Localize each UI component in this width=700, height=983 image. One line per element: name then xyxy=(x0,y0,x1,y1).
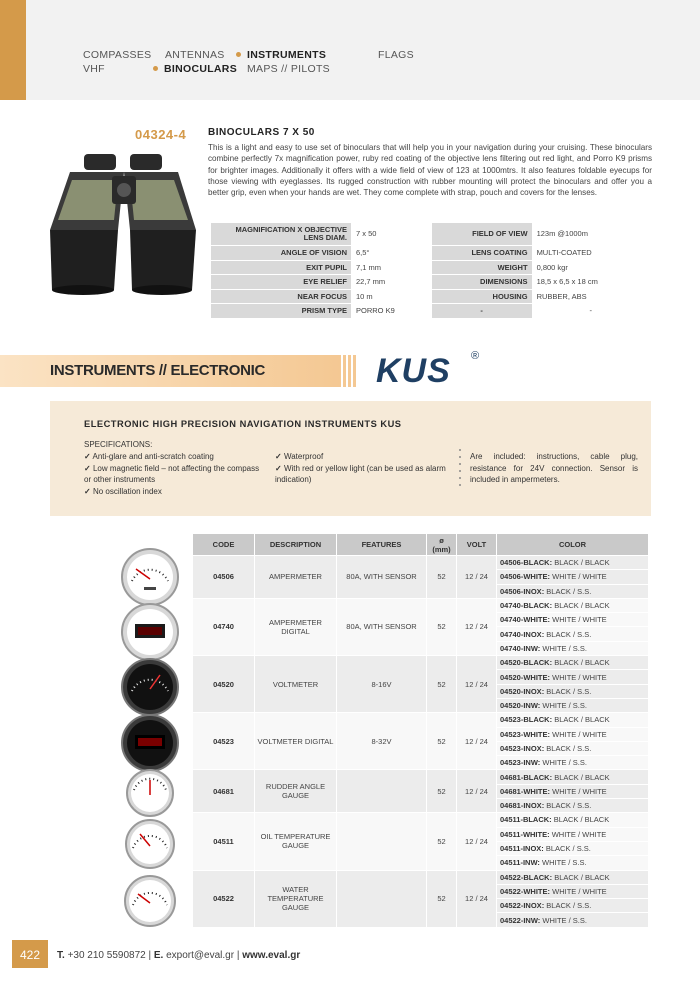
table-header-row xyxy=(193,534,649,556)
color-code: 04522-INW: xyxy=(500,915,541,925)
color-code: 04740-INOX: xyxy=(500,629,545,639)
spec-label: MAGNIFICATION X OBJECTIVE LENS DIAM. xyxy=(211,223,351,245)
color-value: BLACK / S.S. xyxy=(546,744,592,753)
cell-features: 80A, WITH SENSOR xyxy=(337,598,427,655)
spec-label: PRISM TYPE xyxy=(211,304,351,318)
table-row xyxy=(193,813,649,827)
cell-color xyxy=(497,613,649,627)
check-icon: ✓ xyxy=(84,487,91,497)
table-row xyxy=(193,870,649,884)
cell-diameter: 52 xyxy=(427,656,457,713)
product-code: 04324-4 xyxy=(135,127,187,142)
kus-logo: KUS xyxy=(376,352,451,390)
voltmeter-gauge-image xyxy=(120,657,180,717)
spec-row xyxy=(211,223,649,245)
spec-value: 7 x 50 xyxy=(352,223,431,245)
color-value: BLACK / BLACK xyxy=(554,872,610,882)
nav-binoculars[interactable] xyxy=(153,63,237,75)
spec-row xyxy=(211,290,649,304)
cell-description: AMPERMETER xyxy=(255,556,337,599)
spec-column-1 xyxy=(84,451,264,498)
cell-description: VOLTMETER DIGITAL xyxy=(255,713,337,770)
nav-antennas[interactable]: ANTENNAS xyxy=(165,49,225,61)
cell-color xyxy=(497,627,649,641)
cell-code: 04520 xyxy=(193,656,255,713)
color-code: 04520-INOX: xyxy=(500,686,545,696)
cell-diameter: 52 xyxy=(427,556,457,599)
color-value: WHITE / WHITE xyxy=(552,729,607,739)
cell-diameter: 52 xyxy=(427,870,457,927)
cell-description: AMPERMETER DIGITAL xyxy=(255,598,337,655)
cell-features xyxy=(337,813,427,870)
spec-text: No oscillation index xyxy=(92,487,162,497)
color-code: 04506-BLACK: xyxy=(500,558,553,568)
color-code: 04520-INW: xyxy=(500,701,541,711)
color-code: 04506-WHITE: xyxy=(500,572,551,582)
color-value: WHITE / S.S. xyxy=(542,915,587,925)
cell-color xyxy=(497,656,649,670)
color-value: WHITE / WHITE xyxy=(552,886,607,896)
website-link[interactable]: www.eval.gr xyxy=(242,950,301,961)
color-code: 04681-BLACK: xyxy=(500,772,553,782)
spec-row xyxy=(211,275,649,289)
spec-value: MULTI-COATED xyxy=(533,246,649,260)
voltmeter-digital-image xyxy=(120,713,180,773)
page-number: 422 xyxy=(19,948,41,962)
spec-text: Waterproof xyxy=(283,452,324,461)
cell-color xyxy=(497,556,649,570)
spec-item xyxy=(275,451,455,463)
color-value: BLACK / BLACK xyxy=(554,715,610,725)
nav-flags[interactable]: FLAGS xyxy=(378,49,414,61)
cell-volt: 12 / 24 xyxy=(457,656,497,713)
cell-features: 8-32V xyxy=(337,713,427,770)
cell-volt: 12 / 24 xyxy=(457,713,497,770)
cell-volt: 12 / 24 xyxy=(457,813,497,870)
spec-label: EXIT PUPIL xyxy=(211,261,351,275)
spec-value: 7,1 mm xyxy=(352,261,431,275)
cell-features: 80A, WITH SENSOR xyxy=(337,556,427,599)
table-row xyxy=(193,656,649,670)
cell-code: 04522 xyxy=(193,870,255,927)
specifications-label: SPECIFICATIONS: xyxy=(84,440,153,449)
color-code: 04520-WHITE: xyxy=(500,672,551,682)
color-value: BLACK / S.S. xyxy=(546,686,592,696)
cell-color xyxy=(497,598,649,612)
color-code: 04520-BLACK: xyxy=(500,658,553,668)
spec-value: PORRO K9 xyxy=(352,304,431,318)
color-code: 04522-INOX: xyxy=(500,901,545,911)
spec-label: DIMENSIONS xyxy=(432,275,532,289)
cell-code: 04511 xyxy=(193,813,255,870)
color-code: 04522-BLACK: xyxy=(500,872,553,882)
spec-label: - xyxy=(432,304,532,318)
nav-compasses[interactable]: COMPASSES xyxy=(83,49,152,61)
spec-value: 123m @1000m xyxy=(533,223,649,245)
color-value: BLACK / S.S. xyxy=(546,629,592,639)
cell-color xyxy=(497,756,649,770)
divider-dots xyxy=(459,449,463,491)
spec-label: HOUSING xyxy=(432,290,532,304)
cell-color xyxy=(497,884,649,898)
spec-text: Low magnetic field – not affecting the compass or other instruments xyxy=(84,463,260,485)
table-row xyxy=(193,556,649,570)
email-label: E. xyxy=(153,950,164,961)
spec-value: - xyxy=(533,304,649,318)
col-header-color: COLOR xyxy=(497,534,649,556)
table-row xyxy=(193,713,649,727)
col-header-description: DESCRIPTION xyxy=(255,534,337,556)
col-header-code: CODE xyxy=(193,534,255,556)
color-value: WHITE / WHITE xyxy=(552,572,607,582)
check-icon: ✓ xyxy=(84,463,91,473)
color-value: WHITE / WHITE xyxy=(551,829,607,839)
separator: | xyxy=(148,950,152,961)
table-row xyxy=(193,598,649,612)
email-link[interactable]: export@eval.gr xyxy=(166,950,235,961)
color-value: BLACK / S.S. xyxy=(546,901,592,911)
banner-stripe xyxy=(348,355,351,387)
nav-maps-pilots[interactable]: MAPS // PILOTS xyxy=(247,63,330,75)
cell-color xyxy=(497,856,649,870)
cell-features xyxy=(337,870,427,927)
color-code: 04523-BLACK: xyxy=(500,715,553,725)
nav-vhf[interactable]: VHF xyxy=(83,63,105,75)
binoculars-image xyxy=(42,150,202,300)
cell-color xyxy=(497,670,649,684)
nav-binoculars-label: BINOCULARS xyxy=(164,63,237,75)
cell-color xyxy=(497,741,649,755)
color-code: 04523-INW: xyxy=(500,758,541,768)
phone-label: T. xyxy=(57,950,65,961)
binocular-spec-table xyxy=(210,222,650,319)
cell-code: 04681 xyxy=(193,770,255,813)
cell-features: 8-16V xyxy=(337,656,427,713)
nav-instruments[interactable] xyxy=(236,49,326,61)
spec-item xyxy=(275,463,455,486)
cell-color xyxy=(497,713,649,727)
water-temperature-gauge-image xyxy=(120,874,180,928)
cell-color xyxy=(497,698,649,712)
cell-diameter: 52 xyxy=(427,598,457,655)
check-icon: ✓ xyxy=(275,452,282,461)
cell-color xyxy=(497,899,649,913)
spec-text: With red or yellow light (can be used as alarm indication) xyxy=(275,463,446,485)
color-code: 04740-INW: xyxy=(500,643,541,653)
info-title: ELECTRONIC HIGH PRECISION NAVIGATION INSTRUMENTS KUS xyxy=(84,419,402,429)
footer-contact xyxy=(57,950,300,961)
check-icon: ✓ xyxy=(84,452,91,461)
spec-value: RUBBER, ABS xyxy=(533,290,649,304)
spec-value: 0,800 kgr xyxy=(533,261,649,275)
cell-color xyxy=(497,784,649,798)
product-title: BINOCULARS 7 X 50 xyxy=(208,127,315,138)
oil-temperature-gauge-image xyxy=(120,818,180,870)
spec-label: WEIGHT xyxy=(432,261,532,275)
color-code: 04511-WHITE: xyxy=(500,829,550,839)
color-value: BLACK / S.S. xyxy=(546,586,592,596)
product-description: This is a light and easy to use set of binoculars that will help you in your navigation during your cruising. These binoculars combine perfectly 7x magnification power, ruby red coating of the objective lens filtering out red light, and Porro K9 prisms for brighter images. Additionally it offers with a wide field of view of 123 at 1000mtrs. It also features foldable eyecups for those viewing with eyeglasses. Its rugged construction with rubber mounting will protect the binoculars and offer you a better grip, even when your hands are wet. They come complete with strap, pouch and covers for the lenses. xyxy=(208,143,652,198)
color-code: 04740-WHITE: xyxy=(500,615,551,625)
color-value: BLACK / BLACK xyxy=(554,772,610,782)
spec-column-3: Are included: instructions, cable plug, resistance for 24V connection. Sensor is included in ampermeters. xyxy=(470,452,638,485)
cell-color xyxy=(497,799,649,813)
spec-row xyxy=(211,304,649,318)
cell-color xyxy=(497,841,649,855)
color-code: 04511-INW: xyxy=(500,858,540,868)
color-code: 04523-WHITE: xyxy=(500,729,551,739)
active-dot-icon xyxy=(236,52,241,57)
cell-volt: 12 / 24 xyxy=(457,556,497,599)
rudder-angle-gauge-image xyxy=(120,768,180,818)
cell-description: WATER TEMPERATURE GAUGE xyxy=(255,870,337,927)
color-value: BLACK / S.S. xyxy=(545,844,591,854)
cell-color xyxy=(497,813,649,827)
cell-color xyxy=(497,641,649,655)
ampermeter-digital-image xyxy=(120,602,180,662)
color-value: WHITE / S.S. xyxy=(542,643,587,653)
color-value: WHITE / WHITE xyxy=(552,672,607,682)
cell-color xyxy=(497,827,649,841)
color-value: WHITE / S.S. xyxy=(542,758,587,768)
table-row xyxy=(193,770,649,784)
spec-column-2 xyxy=(275,451,455,486)
spec-value: 18,5 x 6,5 x 18 cm xyxy=(533,275,649,289)
banner-stripe xyxy=(338,355,341,387)
spec-item xyxy=(84,451,264,463)
spec-value: 22,7 mm xyxy=(352,275,431,289)
banner-stripe xyxy=(353,355,356,387)
diameter-unit: (mm) xyxy=(432,544,451,554)
cell-color xyxy=(497,727,649,741)
col-header-features: FEATURES xyxy=(337,534,427,556)
spec-label: ANGLE OF VISION xyxy=(211,246,351,260)
cell-color xyxy=(497,584,649,598)
color-value: BLACK / BLACK xyxy=(554,601,610,611)
separator: | xyxy=(236,950,240,961)
check-icon: ✓ xyxy=(275,463,282,473)
color-value: BLACK / BLACK xyxy=(554,558,610,568)
spec-label: EYE RELIEF xyxy=(211,275,351,289)
cell-volt: 12 / 24 xyxy=(457,598,497,655)
color-code: 04740-BLACK: xyxy=(500,601,553,611)
instruments-table xyxy=(192,533,649,928)
color-code: 04511-INOX: xyxy=(500,844,544,854)
spec-value: 6,5° xyxy=(352,246,431,260)
spec-label: NEAR FOCUS xyxy=(211,290,351,304)
cell-color xyxy=(497,570,649,584)
color-value: WHITE / WHITE xyxy=(552,786,607,796)
cell-description: VOLTMETER xyxy=(255,656,337,713)
diameter-symbol: ø xyxy=(439,535,444,545)
spec-item xyxy=(84,463,264,486)
phone-number[interactable]: +30 210 5590872 xyxy=(67,950,146,961)
ampermeter-gauge-image xyxy=(120,547,180,607)
corner-tab xyxy=(0,0,26,100)
color-value: WHITE / S.S. xyxy=(542,701,587,711)
color-value: WHITE / S.S. xyxy=(541,858,587,868)
cell-diameter: 52 xyxy=(427,770,457,813)
color-value: BLACK / S.S. xyxy=(546,801,592,811)
cell-volt: 12 / 24 xyxy=(457,870,497,927)
cell-volt: 12 / 24 xyxy=(457,770,497,813)
cell-color xyxy=(497,870,649,884)
cell-description: RUDDER ANGLE GAUGE xyxy=(255,770,337,813)
banner-stripe xyxy=(343,355,346,387)
color-code: 04681-WHITE: xyxy=(500,786,551,796)
spec-label: FIELD OF VIEW xyxy=(432,223,532,245)
spec-item xyxy=(84,486,264,498)
color-code: 04506-INOX: xyxy=(500,586,545,596)
color-code: 04681-INOX: xyxy=(500,801,545,811)
cell-color xyxy=(497,770,649,784)
spec-label: LENS COATING xyxy=(432,246,532,260)
active-dot-icon xyxy=(153,66,158,71)
color-value: BLACK / BLACK xyxy=(554,658,610,668)
col-header-volt: VOLT xyxy=(457,534,497,556)
cell-code: 04506 xyxy=(193,556,255,599)
color-code: 04511-BLACK: xyxy=(500,815,552,825)
spec-value: 10 m xyxy=(352,290,431,304)
spec-row xyxy=(211,261,649,275)
cell-code: 04523 xyxy=(193,713,255,770)
color-code: 04522-WHITE: xyxy=(500,886,551,896)
color-code: 04523-INOX: xyxy=(500,744,545,753)
cell-color xyxy=(497,684,649,698)
registered-mark: ® xyxy=(471,350,480,362)
nav-instruments-label: INSTRUMENTS xyxy=(247,49,327,61)
cell-diameter: 52 xyxy=(427,713,457,770)
col-header-diameter xyxy=(427,534,457,556)
cell-diameter: 52 xyxy=(427,813,457,870)
cell-description: OIL TEMPERATURE GAUGE xyxy=(255,813,337,870)
section-title: INSTRUMENTS // ELECTRONIC xyxy=(50,362,266,379)
color-value: WHITE / WHITE xyxy=(552,615,607,625)
color-value: BLACK / BLACK xyxy=(553,815,610,825)
cell-features xyxy=(337,770,427,813)
cell-code: 04740 xyxy=(193,598,255,655)
spec-text: Anti-glare and anti-scratch coating xyxy=(92,452,214,461)
cell-color xyxy=(497,913,649,927)
spec-row xyxy=(211,246,649,260)
